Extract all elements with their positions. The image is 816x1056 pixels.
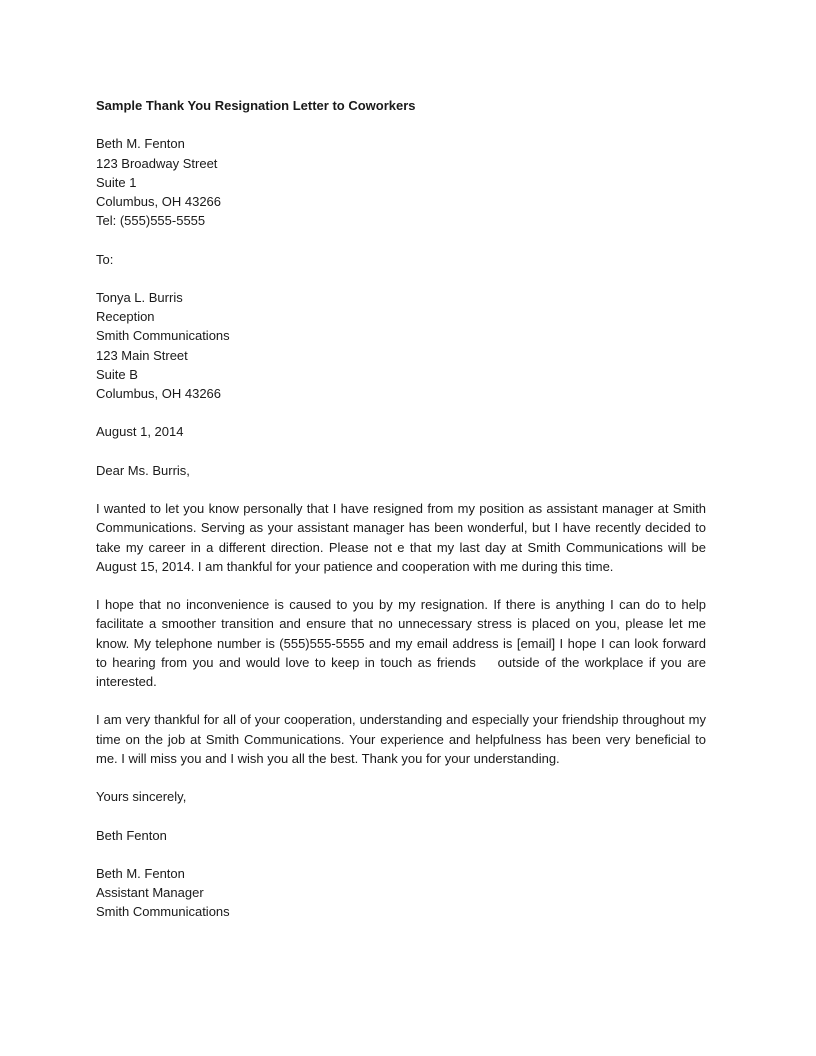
recipient-address [96, 288, 706, 403]
letter-date: August 1, 2014 [96, 424, 184, 440]
signoff-block [96, 864, 706, 922]
signoff-company: Smith Communications [96, 904, 230, 920]
letter-body [96, 96, 710, 941]
recipient-street: 123 Main Street [96, 347, 188, 363]
body-paragraph-3: I am very thankful for all of your cooperation, understanding and especially your friendship throughout my time on the job at Smith Communications. Your experience and helpfulness has been very beneficial to me. I will miss you and I wish you all the best. Thank you for your understanding. [96, 712, 706, 766]
sender-phone: Tel: (555)555-5555 [96, 213, 206, 229]
document-title: Sample Thank You Resignation Letter to Coworkers [96, 98, 416, 113]
sender-suite: Suite 1 [96, 174, 137, 190]
recipient-department: Reception [96, 309, 155, 325]
recipient-company: Smith Communications [96, 328, 230, 344]
signoff-title: Assistant Manager [96, 885, 204, 901]
sender-address [96, 134, 706, 230]
recipient-name: Tonya L. Burris [96, 289, 183, 305]
sender-street: 123 Broadway Street [96, 155, 218, 171]
sender-name: Beth M. Fenton [96, 136, 185, 152]
sender-city: Columbus, OH 43266 [96, 194, 222, 209]
recipient-suite: Suite B [96, 366, 138, 382]
body-paragraph-1: I wanted to let you know personally that I have resigned from my position as assistant manager at Smith Communications. Serving as your assistant manager has been wonderful, but I have recently decided to take my career in a different direction. Please not e that my last day at Smith Communications will be August 15, 2014. I am thankful for your patience and cooperation with me during this time. [96, 501, 706, 574]
signoff-name: Beth M. Fenton [96, 865, 185, 881]
to-label: To: [96, 251, 114, 267]
body-paragraph-2: I hope that no inconvenience is caused to you by my resignation. If there is anything I can do to help facilitate a smoother transition and ensure that no unnecessary stress is placed on you, please let me know. My telephone number is (555)555-5555 and my email address is [email] I hope I can look forward to hearing from you and would love to keep in touch as friends outside of the workplace if you are interested. [96, 597, 710, 689]
recipient-city: Columbus, OH 43266 [96, 386, 222, 401]
salutation: Dear Ms. Burris, [96, 462, 190, 478]
signature: Beth Fenton [96, 827, 167, 843]
closing: Yours sincerely, [96, 789, 187, 805]
